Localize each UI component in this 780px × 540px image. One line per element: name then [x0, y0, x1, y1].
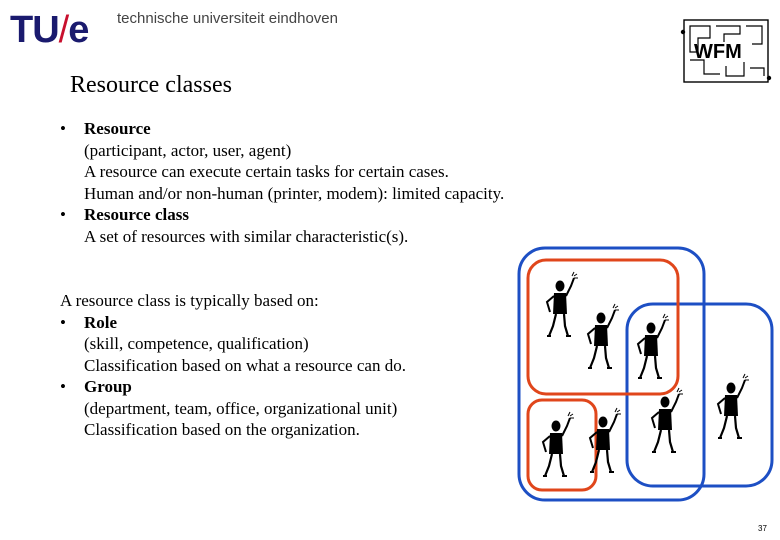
- bullet-dot: •: [60, 312, 66, 332]
- bullet-dot: •: [60, 205, 66, 224]
- bullet-term: Role: [84, 312, 118, 332]
- tue-logo: [10, 9, 338, 51]
- bullet-term: Resource: [84, 119, 151, 138]
- bullet-line: (department, team, office, organizational unit): [84, 398, 398, 418]
- person-figure-icon: [638, 314, 669, 378]
- person-figure-icon: [588, 304, 619, 368]
- bullet-line: Human and/or non-human (printer, modem): limited capacity.: [84, 183, 505, 203]
- bullet-group: [60, 376, 406, 441]
- basis-intro: A resource class is typically based on:: [60, 291, 319, 310]
- bullet-dot: •: [60, 377, 66, 396]
- bullet-line: Classification based on the organization.: [84, 420, 360, 439]
- institution-name: technische universiteit eindhoven: [117, 10, 338, 27]
- bullet-dot: •: [60, 119, 66, 138]
- group-box-outer: [519, 248, 704, 500]
- tue-logo-mark: TU/e: [10, 9, 89, 51]
- person-figure-icon: [718, 374, 749, 438]
- bullet-role: [60, 312, 406, 377]
- resource-class-diagram: [515, 244, 777, 506]
- definition-list: [60, 118, 504, 247]
- bullet-line: A resource can execute certain tasks for certain cases.: [84, 162, 449, 181]
- wfm-logo: [680, 18, 772, 90]
- person-figure-icon: [547, 272, 578, 336]
- basis-list: [60, 290, 406, 441]
- person-figure-icon: [652, 388, 683, 452]
- page-number: 37: [758, 524, 767, 533]
- bullet-term: Resource class: [84, 205, 189, 224]
- bullet-line: (participant, actor, user, agent): [84, 140, 292, 160]
- person-figure-icon: [543, 412, 574, 476]
- bullet-line: (skill, competence, qualification): [84, 334, 309, 353]
- bullet-term: Group: [84, 377, 132, 396]
- bullet-line: Classification based on what a resource can do.: [84, 355, 406, 375]
- bullet-resource: [60, 118, 504, 204]
- page-title: Resource classes: [70, 72, 232, 98]
- wfm-logo-text: WFM: [694, 41, 742, 63]
- bullet-resource-class: [60, 204, 504, 247]
- bullet-line: A set of resources with similar characteristic(s).: [84, 226, 409, 246]
